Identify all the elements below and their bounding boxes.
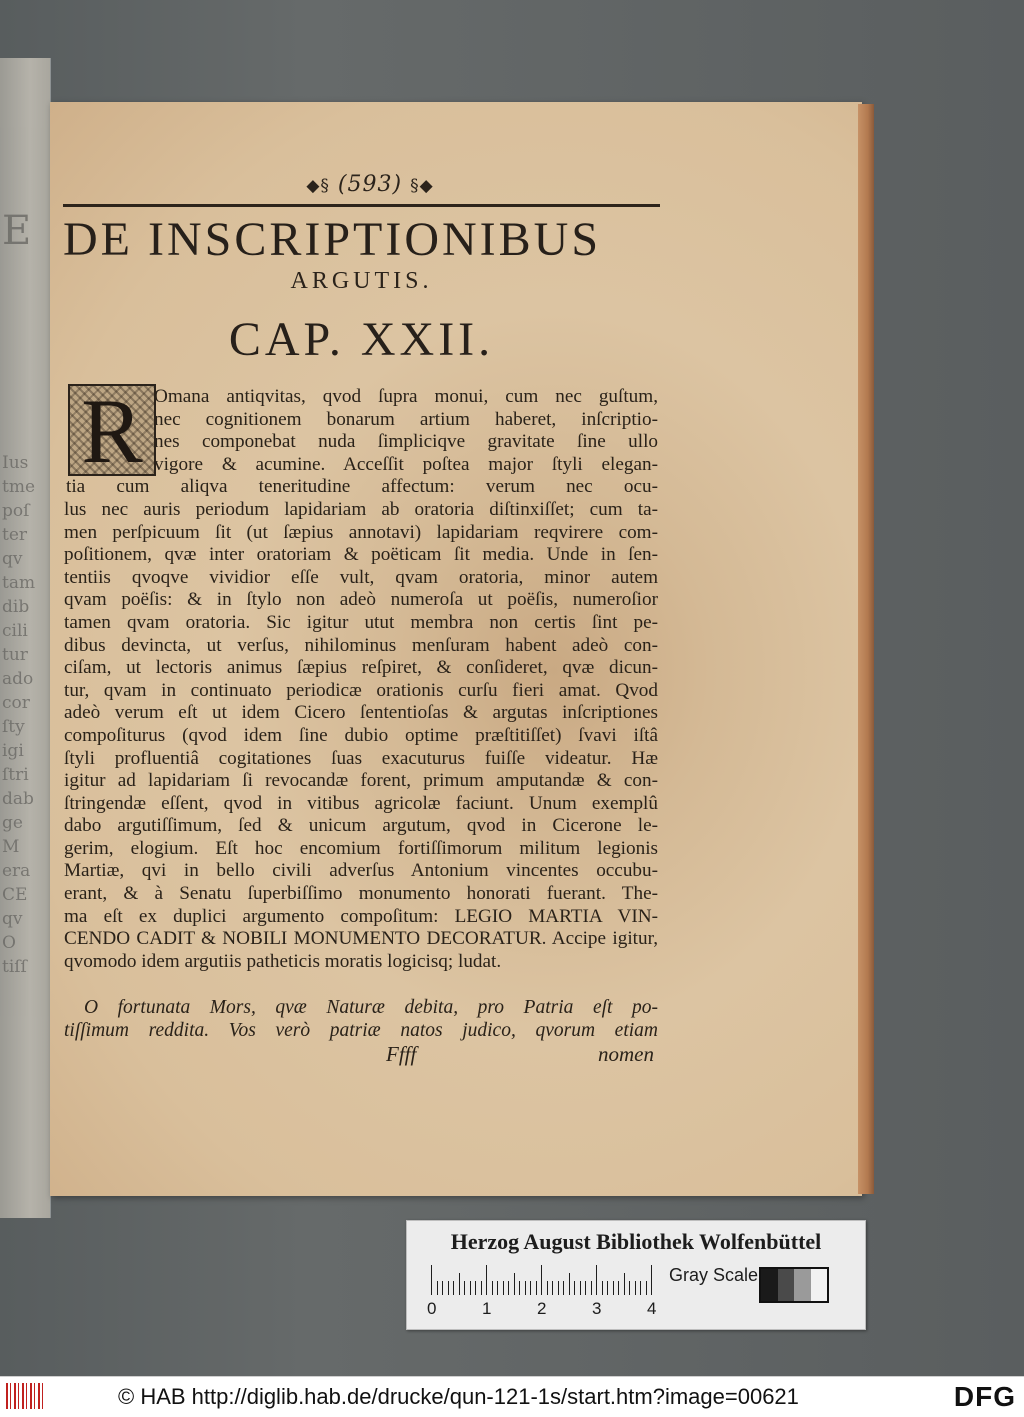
leaf-fragment: cor: [2, 693, 30, 713]
ruler-tick: [453, 1281, 454, 1295]
leaf-fragment: E: [2, 208, 32, 254]
ruler-tick: [481, 1281, 482, 1295]
leaf-fragment: ſty: [2, 717, 25, 737]
gray-scale-swatches: [759, 1267, 829, 1303]
ruler-tick: [536, 1281, 537, 1295]
body-line: lus nec auris periodum lapidariam ab oratoria diſtinxiſſet; cum ta-: [64, 498, 658, 520]
scale-ruler: [431, 1265, 659, 1295]
ruler-tick: [470, 1281, 471, 1295]
leaf-fragment: tur: [2, 645, 28, 665]
copyright-link[interactable]: © HAB http://diglib.hab.de/drucke/qun-121-1s/start.htm?image=00621: [118, 1384, 799, 1409]
page-title: DE INSCRIPTIONIBUS: [63, 213, 602, 266]
ruler-tick: [607, 1281, 608, 1295]
leaf-fragment: era: [2, 861, 31, 881]
body-line: CENDO CADIT & NOBILI MONUMENTO DECORATUR. Accipe igitur,: [64, 928, 658, 950]
ruler-tick: [486, 1265, 487, 1295]
body-line: ſtyli profluentiâ cogitationes ſuas exacuturus fuiſſe videatur. Hæ: [64, 747, 658, 769]
ruler-tick: [497, 1281, 498, 1295]
ruler-tick: [459, 1273, 460, 1295]
ruler-number: 1: [482, 1299, 492, 1318]
ruler-tick: [563, 1281, 564, 1295]
body-line: nes componebat nuda ſimpliciqve gravitate ſine ullo: [154, 431, 658, 453]
translucent-interleaf: [0, 58, 51, 1218]
ruler-tick: [618, 1281, 619, 1295]
ruler-number: 0: [427, 1299, 437, 1318]
page-edge: [858, 104, 874, 1194]
leaf-fragment: cili: [2, 621, 28, 641]
body-line: qvam poëſis: & in ſtylo non adeò numeroſa ut poëſis, numeroſior: [64, 589, 658, 611]
ruler-tick: [640, 1281, 641, 1295]
body-line: vigore & acumine. Acceſſit poſtea major ſtyli elegan-: [154, 453, 658, 475]
ruler-tick: [530, 1281, 531, 1295]
leaf-fragment: dib: [2, 597, 30, 617]
leaf-fragment: O: [2, 933, 16, 953]
library-name: Herzog August Bibliothek Wolfenbüttel: [450, 1229, 822, 1254]
page-foot: [64, 1042, 658, 1068]
ruler-tick: [591, 1281, 592, 1295]
ruler-tick: [431, 1265, 432, 1295]
ruler-number: 2: [537, 1299, 547, 1318]
page-number: (593): [337, 172, 403, 197]
body-line: compoſiturus (qvod idem ſine dubio optime præſtitiſſet) ſvavi iſtâ: [64, 724, 658, 746]
ruler-tick: [437, 1281, 438, 1295]
ruler-tick: [613, 1281, 614, 1295]
leaf-fragment: qv: [2, 549, 23, 569]
ruler-tick: [448, 1281, 449, 1295]
hab-barcode-icon: [6, 1383, 46, 1409]
body-line: tentiis qvoqve vividior eſſe vult, qvam oratoria, minor autem: [64, 566, 658, 588]
library-color-card: [406, 1220, 866, 1330]
italic-inscription: [64, 996, 658, 1041]
body-line: men perſpicuum ſit (ut ſæpius annotavi) lapidariam reqvirere com-: [64, 521, 658, 543]
ruler-tick: [442, 1281, 443, 1295]
body-line: Omana antiqvitas, qvod ſupra monui, cum nec guſtum,: [154, 386, 658, 407]
leaf-fragment: M: [2, 837, 20, 857]
leaf-fragment: tiſſ: [2, 957, 27, 977]
ruler-tick: [514, 1273, 515, 1295]
body-line: tur, qvam in continuato periodicæ orationis curſu fieri amat. Qvod: [64, 679, 658, 701]
ruler-tick: [635, 1281, 636, 1295]
gray-scale-label: Gray Scale: [669, 1265, 759, 1285]
gray-swatch: [794, 1269, 811, 1301]
ruler-number: 4: [647, 1299, 657, 1318]
page-header: [240, 172, 500, 197]
body-line: Martiæ, qvi in bello civili adverſus Antonium vincentes occubu-: [64, 860, 658, 882]
body-line: adeò verum eſt ut idem Cicero ſententioſas & argutas inſcriptiones: [64, 702, 658, 724]
body-line: ma eſt ex duplici argumento compoſitum: LEGIO MARTIA VIN-: [64, 905, 658, 927]
catchword: nomen: [598, 1042, 654, 1066]
body-line: tia cum aliqva teneritudine affectum: verum nec ocu-: [66, 476, 658, 498]
leaf-fragment: ge: [2, 813, 23, 833]
ruler-tick: [464, 1281, 465, 1295]
ruler-tick: [503, 1281, 504, 1295]
leaf-fragment: Ius: [2, 453, 29, 473]
ruler-tick: [629, 1281, 630, 1295]
body-line: ciſam, ut lectoris animus ſæpius reſpiret, & conſideret, qvæ dicun-: [64, 657, 658, 679]
chapter-heading: CAP. XXII.: [228, 313, 495, 366]
ruler-tick: [552, 1281, 553, 1295]
header-rule: [63, 204, 660, 207]
body-line: poſitionem, qvæ inter oratoriam & poëticam ſit media. Unde in ſen-: [64, 544, 658, 566]
ruler-tick: [525, 1281, 526, 1295]
body-line: ſtringendæ eſſent, qvod in vitibus agricolæ faciunt. Unum exemplû: [64, 792, 658, 814]
gray-swatch: [811, 1269, 828, 1301]
ruler-tick: [541, 1265, 542, 1295]
page-subtitle: ARGUTIS.: [290, 268, 433, 294]
body-line: tamen qvam oratoria. Sic igitur utut membra non certis ſint pe-: [64, 611, 658, 633]
ruler-tick: [580, 1281, 581, 1295]
leaf-fragment: CE: [2, 885, 28, 905]
leaf-fragment: dab: [2, 789, 34, 809]
ruler-tick: [508, 1281, 509, 1295]
ruler-tick: [547, 1281, 548, 1295]
ruler-tick: [569, 1273, 570, 1295]
ruler-tick: [624, 1273, 625, 1295]
header-ornament-left: ◆§: [306, 176, 330, 196]
ruler-tick: [574, 1281, 575, 1295]
ruler-tick: [646, 1281, 647, 1295]
viewer-footer: [0, 1376, 1024, 1417]
leaf-fragment: ado: [2, 669, 34, 689]
gray-swatch: [761, 1269, 778, 1301]
ruler-tick: [558, 1281, 559, 1295]
gray-swatch: [778, 1269, 795, 1301]
italic-line: tiſſimum reddita. Vos verò patriæ natos judico, qvorum etiam: [64, 1019, 658, 1041]
ruler-number: 3: [592, 1299, 602, 1318]
ruler-tick: [585, 1281, 586, 1295]
body-line: nec cognitionem bonarum artium haberet, inſcriptio-: [154, 408, 658, 430]
dfg-logo: DFG: [953, 1381, 1016, 1412]
ruler-tick: [651, 1265, 652, 1295]
leaf-fragment: ſtri: [2, 765, 29, 785]
body-text: [64, 386, 658, 973]
leaf-fragment: qv: [2, 909, 23, 929]
body-line: dibus devincta, ut verſus, nihilominus menſuram habent adeò con-: [64, 634, 658, 656]
leaf-fragment: tme: [2, 477, 36, 497]
body-line: dabo argutiſſimum, ſed & unicum argutum, qvod in Cicerone le-: [64, 815, 658, 837]
body-line: erant, & à Senatu ſuperbiſſimo monumento honorati fuerant. The-: [64, 883, 658, 905]
body-line: qvomodo idem argutiis patheticis moratis logicisq; ludat.: [64, 950, 502, 972]
ruler-tick: [602, 1281, 603, 1295]
ruler-tick: [492, 1281, 493, 1295]
ruler-tick: [596, 1265, 597, 1295]
leaf-fragment: poſ: [2, 501, 30, 521]
italic-line: O fortunata Mors, qvæ Naturæ debita, pro Patria eſt po-: [84, 997, 658, 1018]
leaf-fragment: tam: [2, 573, 36, 593]
ruler-tick: [475, 1281, 476, 1295]
header-ornament-right: §◆: [410, 176, 434, 196]
leaf-fragment: ter: [2, 525, 28, 545]
signature-mark: Ffff: [386, 1042, 417, 1066]
ruler-tick: [519, 1281, 520, 1295]
leaf-fragment: igi: [2, 741, 24, 761]
body-line: gerim, elogium. Eſt hoc encomium fortiſſimorum militum legionis: [64, 837, 658, 859]
drop-cap-letter: R: [81, 380, 143, 482]
body-line: igitur ad lapidariam ſi revocandæ forent, primum amputandæ & con-: [64, 770, 658, 792]
